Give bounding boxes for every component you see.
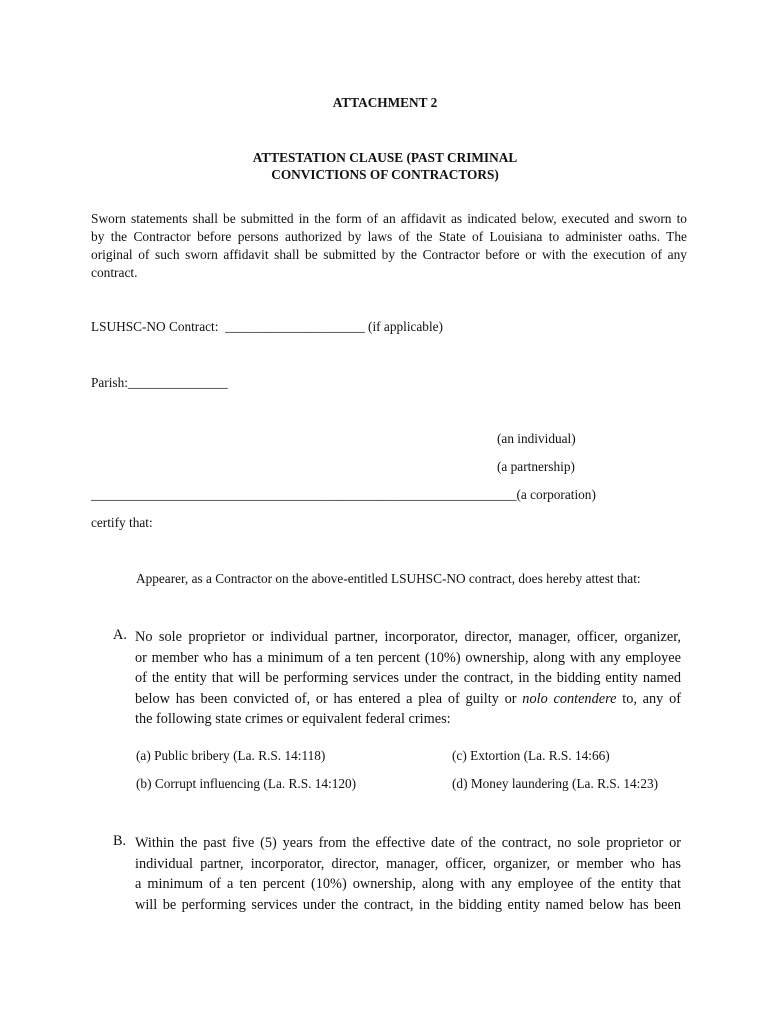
section-b-line: individual partner, incorporator, director, manager, officer, organizer, or member who has [135, 855, 681, 872]
nolo-contendere-term: nolo contendere [522, 690, 617, 707]
parish-blank[interactable]: _______________ [127, 375, 228, 390]
section-a-line: of the entity that will be performing services under the contract, in the bidding entity named [135, 670, 681, 686]
parish-label: Parish: [91, 375, 128, 390]
crime-d: (d) Money laundering (La. R.S. 14:23) [452, 776, 659, 791]
crime-b: (b) Corrupt influencing (La. R.S. 14:120) [136, 776, 357, 791]
intro-line: by the Contractor before persons authorized by laws of the State of Louisiana to administer oaths. The [91, 229, 687, 244]
section-a-line: the following state crimes or equivalent federal crimes: [135, 711, 451, 727]
appearer-text: Appearer, as a Contractor on the above-entitled LSUHSC-NO contract, does hereby attest that: [136, 571, 641, 586]
section-a-line: below has been convicted of, or has entered a plea of guilty or nolo contendere to, any of [135, 690, 681, 707]
option-individual: (an individual) [497, 431, 576, 446]
certify-text: certify that: [91, 515, 153, 530]
intro-line: Sworn statements shall be submitted in the form of an affidavit as indicated below, executed and sworn to [91, 211, 687, 226]
parish-field [91, 375, 228, 391]
contract-blank[interactable]: _____________________ [225, 319, 365, 334]
section-b-paragraph [135, 833, 681, 915]
title-line-1: ATTESTATION CLAUSE (PAST CRIMINAL [252, 150, 518, 165]
intro-paragraph [91, 210, 687, 282]
option-partnership: (a partnership) [497, 459, 575, 474]
entity-field [91, 487, 596, 503]
contract-field [91, 319, 443, 335]
entity-blank[interactable]: ________________________________________________________________ [91, 487, 517, 502]
section-a-marker: A. [113, 627, 127, 643]
contract-suffix: (if applicable) [368, 319, 443, 334]
attachment-heading: ATTACHMENT 2 [332, 95, 438, 110]
intro-line: contract. [91, 265, 138, 280]
option-corporation: (a corporation) [516, 487, 596, 502]
crime-c: (c) Extortion (La. R.S. 14:66) [452, 748, 610, 763]
crime-a: (a) Public bribery (La. R.S. 14:118) [136, 748, 326, 763]
contract-label: LSUHSC-NO Contract: [91, 319, 219, 334]
section-b-marker: B. [113, 833, 127, 849]
title-line-2: CONVICTIONS OF CONTRACTORS) [271, 167, 499, 182]
section-b-line: a minimum of a ten percent (10%) ownership, along with any employee of the entity that [135, 876, 681, 892]
section-a-line: or member who has a minimum of a ten percent (10%) ownership, along with any employee [135, 649, 681, 666]
section-a-line: No sole proprietor or individual partner, incorporator, director, manager, officer, organizer, [135, 629, 681, 645]
intro-line: original of such sworn affidavit shall be submitted by the Contractor before or with the execution of any [91, 247, 687, 262]
section-b-line: will be performing services under the contract, in the bidding entity named below has been [135, 896, 681, 913]
section-a-paragraph [135, 627, 681, 730]
section-b-line: Within the past five (5) years from the effective date of the contract, no sole proprietor or [135, 835, 681, 851]
